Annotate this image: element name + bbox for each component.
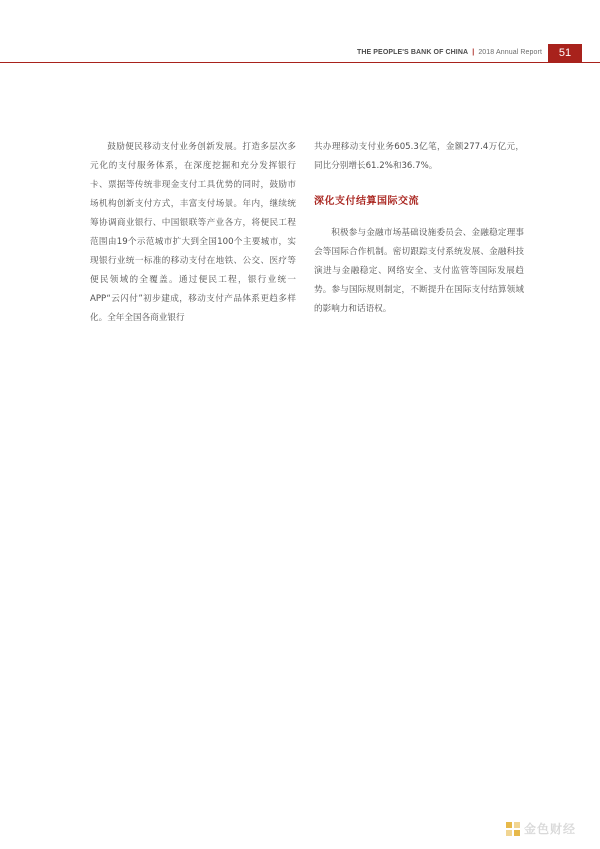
section-title: 深化支付结算国际交流: [314, 196, 419, 207]
watermark: [506, 820, 576, 837]
right-column-section: [314, 224, 524, 319]
left-column: [90, 138, 296, 328]
header-bank-name: THE PEOPLE'S BANK OF CHINA: [356, 49, 469, 56]
running-header: [357, 49, 542, 56]
right-continuation-paragraph: 共办理移动支付业务605.3亿笔，金额277.4万亿元，同比分别增长61.2%和36.7%。: [314, 142, 524, 171]
header-report-title: 2018 Annual Report: [478, 49, 542, 56]
jinse-logo-icon: [506, 822, 520, 836]
section-paragraph: 积极参与金融市场基础设施委员会、金融稳定理事会等国际合作机制。密切跟踪支付系统发展、金融科技演进与金融稳定、网络安全、支付监管等国际发展趋势。参与国际规则制定，不断提升在国际支付结算领域的影响力和话语权。: [314, 228, 524, 314]
header-rule: [0, 62, 600, 63]
left-paragraph: 鼓励便民移动支付业务创新发展。打造多层次多元化的支付服务体系，在深度挖掘和充分发挥银行卡、票据等传统非现金支付工具优势的同时，鼓励市场机构创新支付方式，丰富支付场景。年内，继续统筹协调商业银行、中国银联等产业各方，将便民工程范围由19个示范城市扩大到全国100个主要城市，实现银行业统一标准的移动支付在地铁、公交、医疗等便民领域的全覆盖。通过便民工程，银行业统一APP“云闪付”初步建成，移动支付产品体系更趋多样化。全年全国各商业银行: [90, 142, 296, 323]
page-number: 51: [548, 44, 582, 63]
right-column-top: [314, 138, 524, 176]
header-separator: |: [472, 49, 475, 56]
watermark-text: 金色财经: [524, 822, 577, 836]
